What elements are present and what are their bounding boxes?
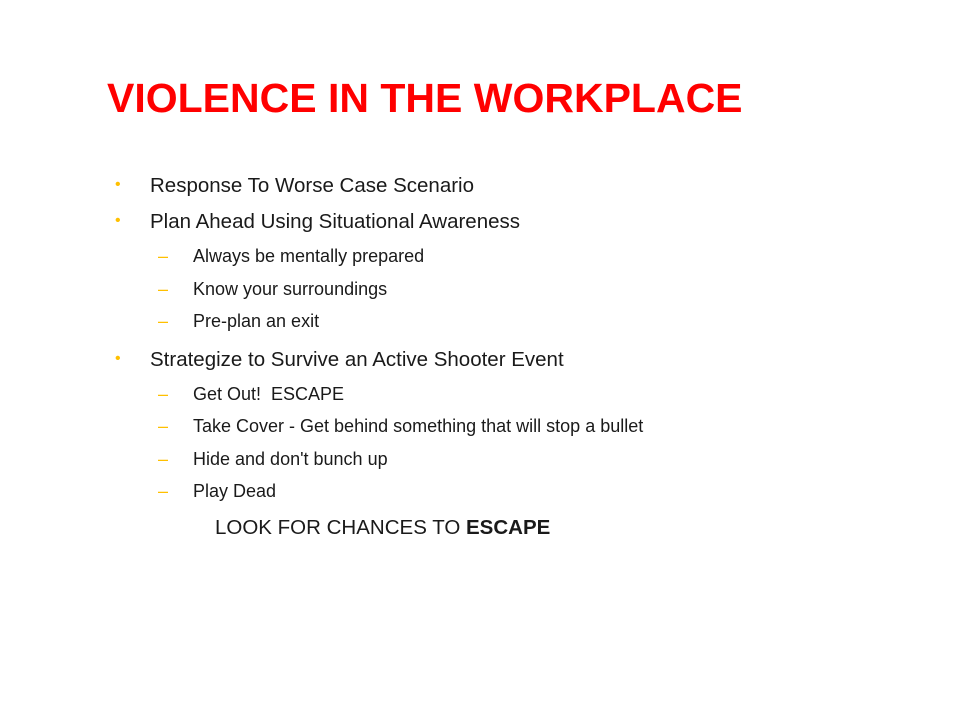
sub-bullet-list	[112, 378, 932, 508]
sub-bullet-marker: –	[158, 448, 169, 469]
bullet-text: Plan Ahead Using Situational Awareness	[150, 210, 521, 233]
sub-bullet-text: Get Out! ESCAPE	[193, 383, 345, 404]
sub-bullet-text: Take Cover - Get behind something that will stop a bullet	[193, 416, 644, 436]
sub-bullet-item	[112, 378, 932, 411]
sub-bullet-marker: –	[158, 481, 169, 501]
sub-bullet-item	[112, 443, 932, 476]
sub-bullet-text: Play Dead	[193, 481, 277, 501]
bullet-item	[112, 204, 932, 240]
sub-bullet-marker: –	[158, 416, 169, 436]
slide-title: VIOLENCE IN THE WORKPLACE	[107, 75, 743, 121]
sub-bullet-text: Pre-plan an exit	[193, 311, 320, 331]
bullet-marker: •	[115, 212, 121, 229]
sub-bullet-marker: –	[158, 311, 169, 331]
sub-bullet-text: Always be mentally prepared	[193, 246, 425, 266]
bullet-text: Strategize to Survive an Active Shooter Event	[150, 347, 564, 371]
closing-text: LOOK FOR CHANCES TO	[215, 515, 466, 539]
bullet-text: Response To Worse Case Scenario	[150, 174, 474, 197]
bullet-item	[112, 342, 932, 378]
bullet-marker: •	[115, 349, 121, 367]
sub-bullet-item	[112, 475, 932, 508]
sub-bullet-marker: –	[158, 246, 169, 266]
sub-bullet-item	[112, 240, 932, 273]
sub-bullet-marker: –	[158, 383, 169, 404]
slide-content	[112, 168, 932, 544]
sub-bullet-text: Know your surroundings	[193, 278, 388, 299]
bullet-item	[112, 168, 932, 204]
sub-bullet-item	[112, 273, 932, 306]
sub-bullet-text: Hide and don't bunch up	[193, 448, 388, 469]
sub-bullet-item	[112, 305, 932, 338]
bullet-marker: •	[115, 176, 121, 193]
sub-bullet-marker: –	[158, 278, 169, 299]
closing-line	[112, 512, 932, 544]
closing-emphasis: ESCAPE	[466, 515, 551, 539]
sub-bullet-item	[112, 410, 932, 443]
sub-bullet-list	[112, 240, 932, 338]
